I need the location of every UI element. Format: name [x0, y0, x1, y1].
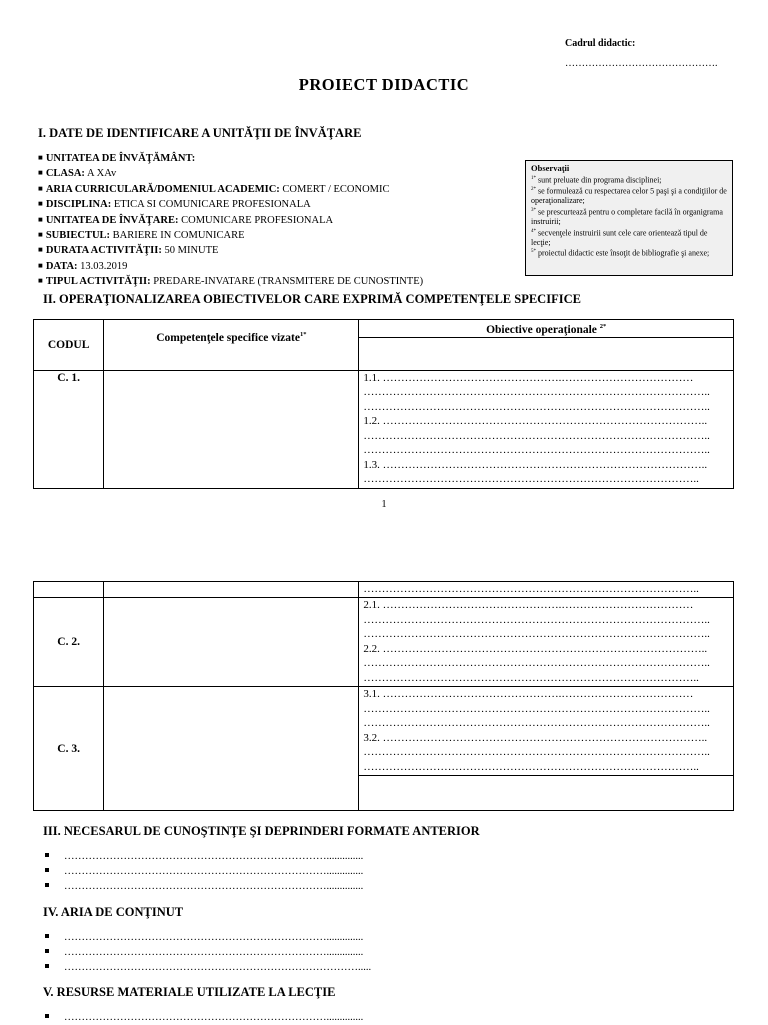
bullet-icon [45, 883, 49, 887]
ident-value: PREDARE-INVATARE (TRANSMITERE DE CUNOSTINTE) [153, 276, 424, 288]
ident-item-learning-unit [38, 213, 423, 228]
ident-item-curricular-area [38, 182, 423, 197]
header-competences: Competenţele specifice vizate$^{1*}$ [104, 320, 359, 371]
note-marker: 2* [531, 186, 536, 192]
objectives-cell[interactable] [359, 370, 734, 488]
ident-label: DATA: [45, 260, 78, 272]
competence-cell[interactable] [104, 370, 359, 488]
objectives-cell[interactable] [359, 687, 734, 776]
list-item-text: ………………………………………………………………….............. [64, 881, 364, 892]
bullet-icon: ■ [38, 260, 43, 270]
ident-value: COMERT / ECONOMIC [282, 183, 390, 195]
observations-box [525, 160, 733, 276]
ident-value: 50 MINUTE [164, 245, 219, 257]
ident-label: DURATA ACTIVITĂŢII: [45, 245, 162, 257]
ident-label: TIPUL ACTIVITĂŢII: [45, 276, 151, 288]
section-1-title: I. DATE DE IDENTIFICARE A UNITĂŢII DE ÎNVĂŢARE [38, 126, 362, 140]
note-text: se formulează cu respectarea celor 5 paşi şi a condiţiilor de operaţionalizare; [531, 186, 727, 206]
ident-item-duration [38, 243, 423, 258]
note-text: proiectul didactic este însoţit de bibliografie şi anexe; [538, 249, 710, 259]
document-title: PROIECT DIDACTIC [298, 75, 470, 94]
list-item[interactable] [43, 849, 363, 864]
objective-line: ………………………………………………………………………………….. [363, 746, 710, 758]
continuation-code-cell [34, 582, 104, 598]
objective-line: ………………………………………………………………………………….. [363, 386, 710, 399]
ident-label: UNITATEA DE ÎNVĂŢARE: [45, 214, 179, 226]
bullet-icon: ■ [38, 230, 43, 240]
list-item[interactable] [43, 1010, 363, 1025]
list-item-text: ………………………………………………………………….............. [64, 866, 364, 877]
ident-value: BARIERE IN COMUNICARE [112, 230, 245, 242]
objective-line: 3.1. ………………………………………….……………………………… [363, 688, 694, 700]
note-marker: 4* [531, 228, 536, 234]
identification-list [38, 151, 423, 290]
header-objectives-subcell [359, 337, 734, 370]
bullet-icon: ■ [38, 214, 43, 224]
objective-line: 1.1. ………………………………………….……………………………… [363, 371, 694, 384]
objectives-cell[interactable] [359, 598, 734, 687]
bullet-icon [45, 1014, 49, 1018]
bullet-icon [45, 964, 49, 968]
teacher-name-field[interactable]: ………………………………………. [565, 58, 718, 69]
section-2-title: II. OPERAŢIONALIZAREA OBIECTIVELOR CARE EXPRIMĂ COMPETENŢELE SPECIFICE [43, 292, 581, 306]
list-item-text: ………………………………………………………………….............. [64, 1012, 364, 1023]
objective-line: 1.3. …………………………………………………………………………….. [363, 458, 708, 471]
observation-note [531, 247, 727, 258]
ident-value: ETICA SI COMUNICARE PROFESIONALA [113, 199, 311, 211]
note-text: se prescurtează pentru o completare facilă în organigrama instruirii; [531, 207, 723, 226]
objective-line: 2.1. ………………………………………….……………………………… [363, 599, 694, 611]
ident-label: CLASA: [45, 168, 85, 180]
prior-knowledge-list [43, 849, 363, 894]
section-3-title: III. NECESARUL DE CUNOŞTINŢE ŞI DEPRINDERI FORMATE ANTERIOR [43, 824, 480, 838]
continuation-objectives-cell[interactable] [359, 582, 734, 598]
objective-line: ……………………………………………………………………………….. [363, 760, 699, 773]
ident-item-activity-type [38, 274, 423, 289]
objective-line: ……………………………………………………………………………….. [363, 473, 699, 486]
objective-line: 3.2. …………………………………………………………………………….. [363, 731, 708, 744]
objective-line: ………………………………………………………………………………….. [363, 613, 710, 626]
header-objectives: Obiective operaţionale $^{2*}$ [359, 320, 734, 338]
bullet-icon [45, 949, 49, 953]
objectives-table-page-1 [33, 319, 734, 489]
bullet-icon [45, 868, 49, 872]
list-item-text: ………………………………………………………………….............. [64, 947, 364, 958]
observation-note [531, 227, 727, 248]
observation-note [531, 206, 727, 227]
note-marker: 3* [531, 207, 536, 213]
competence-code: C. 1. [34, 370, 104, 488]
objective-line: ………………………………………………………………………………….. [363, 717, 710, 729]
bullet-icon [45, 934, 49, 938]
list-item-text: ………………………………………………………………….............. [64, 851, 364, 862]
ident-value: 13.03.2019 [80, 260, 128, 272]
bullet-icon: ■ [38, 276, 43, 286]
ident-item-discipline [38, 197, 423, 212]
teacher-label: Cadrul didactic: [565, 38, 636, 49]
list-item[interactable] [43, 930, 371, 945]
ident-value: COMUNICARE PROFESIONALA [181, 214, 334, 226]
objective-line: ………………………………………………………………………………….. [363, 444, 710, 457]
objectives-table-page-2 [33, 581, 734, 811]
competence-code: C. 3. [34, 687, 104, 811]
objective-line: ………………………………………………………………………………….. [363, 657, 710, 669]
ident-value: A XAv [86, 168, 117, 180]
note-text: secvenţele instruirii sunt cele care orientează tipul de lecţie; [531, 228, 708, 247]
competence-cell[interactable] [104, 598, 359, 687]
note-marker: 5* [531, 249, 536, 255]
objective-line: ………………………………………………………………………………….. [363, 429, 710, 442]
list-item-text: ………………………………………………………………….............. [64, 932, 364, 943]
objective-line: ………………………………………………………………………………….. [363, 400, 710, 413]
bullet-icon: ■ [38, 199, 43, 209]
competence-code: C. 2. [34, 598, 104, 687]
ident-label: UNITATEA DE ÎNVĂŢĂMÂNT: [45, 153, 196, 164]
bullet-icon: ■ [38, 153, 43, 162]
observation-note [531, 174, 727, 185]
list-item[interactable] [43, 864, 363, 879]
page-number: 1 [381, 499, 387, 510]
bullet-icon: ■ [38, 183, 43, 193]
list-item[interactable] [43, 945, 371, 960]
header-code: CODUL [34, 320, 104, 371]
list-item[interactable] [43, 960, 371, 975]
observation-note [531, 185, 727, 206]
ident-label: DISCIPLINA: [45, 199, 112, 211]
section-4-title: IV. ARIA DE CONŢINUT [43, 905, 184, 919]
note-text: sunt preluate din programa disciplinei; [538, 175, 662, 185]
resources-list [43, 1010, 363, 1025]
bullet-icon: ■ [38, 168, 43, 178]
content-area-list [43, 930, 371, 975]
objective-line: 1.2. …………………………………………………………………………….. [363, 415, 708, 428]
ident-item-date [38, 259, 423, 274]
objective-line: 2.2. …………………………………………………………………………….. [363, 642, 708, 655]
ident-item-subject [38, 228, 423, 243]
ident-label: ARIA CURRICULARĂ/DOMENIUL ACADEMIC: [45, 183, 280, 195]
section-5-title: V. RESURSE MATERIALE UTILIZATE LA LECŢIE [43, 985, 336, 999]
objectives-empty-cell[interactable] [359, 776, 734, 811]
note-marker: 1* [531, 175, 536, 181]
bullet-icon: ■ [38, 245, 43, 255]
competence-cell[interactable] [104, 687, 359, 811]
objective-line: ……………………………………………………………………………….. [363, 583, 699, 595]
ident-item-school [38, 151, 423, 166]
objective-line: ………………………………………………………………………………….. [363, 628, 710, 640]
list-item[interactable] [43, 879, 363, 894]
list-item-text: …………………………………………………………………………..... [64, 962, 372, 973]
objective-line: ……………………………………………………………………………….. [363, 671, 699, 684]
ident-label: SUBIECTUL: [45, 230, 111, 242]
bullet-icon [45, 853, 49, 857]
ident-item-class [38, 166, 423, 181]
continuation-competence-cell [104, 582, 359, 598]
objective-line: ………………………………………………………………………………….. [363, 702, 710, 715]
observations-title: Observaţii [531, 163, 570, 173]
